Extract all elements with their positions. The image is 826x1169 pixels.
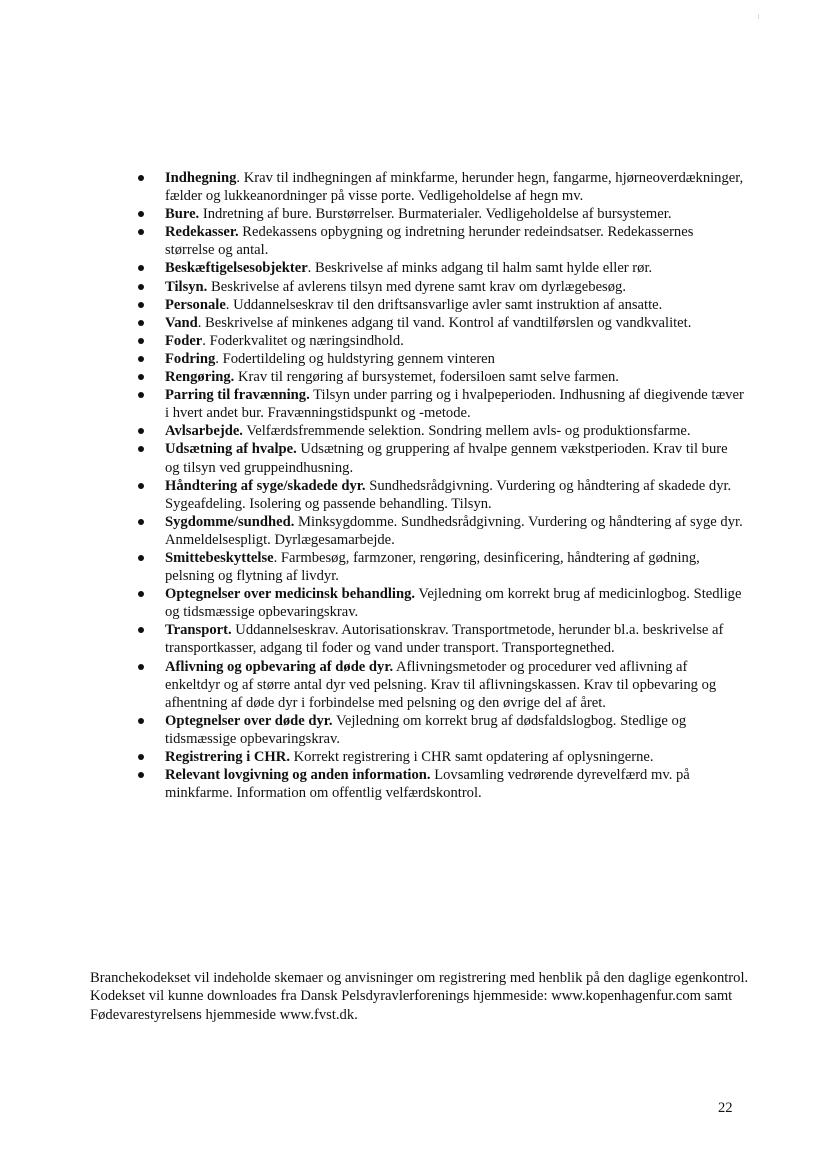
item-text: Uddannelseskrav. Autorisationskrav. Transportmetode, herunder bl.a. beskrivelse af transportkasser, adgang til foder og vand under transport. Transportegnethed. [165,622,724,657]
item-text: . Fodertildeling og huldstyring gennem vinteren [215,350,495,367]
bullet-icon [138,338,144,344]
bullet-icon [138,211,144,217]
item-text: Aflivningsmetoder og procedurer ved aflivning af enkeltdyr og af større antal dyr ved pelsning. Krav til aflivningskassen. Krav til opbevaring og afhentning af døde dyr i forbindelse med pelsning og den øvrige del af året. [165,658,717,711]
item-title: Bure. [165,206,200,223]
item-text: Velfærdsfremmende selektion. Sondring mellem avls- og produktionsfarme. [242,423,691,440]
item-text: . Foderkvalitet og næringsindhold. [202,332,404,349]
list-item [138,766,744,802]
bullet-icon [138,754,144,760]
bullet-icon [138,392,144,398]
item-title: Aflivning og opbevaring af døde dyr. [165,658,394,675]
item-text: . Beskrivelse af minks adgang til halm samt hylde eller rør. [307,260,653,277]
bullet-icon [138,320,144,326]
bullet-icon [138,175,144,181]
bullet-icon [138,428,144,434]
bullet-icon [138,718,144,724]
item-text: Tilsyn under parring og i hvalpeperioden. Indhusning af diegivende tæver i hvert andet bur. Fravænningstidspunkt og -metode. [165,387,744,422]
item-title: Beskæftigelsesobjekter [165,260,308,277]
list-item [138,658,744,712]
list-item [138,386,744,422]
list-item [138,205,744,223]
item-title: Redekasser. [165,224,239,241]
bullet-icon [138,302,144,308]
item-text: Vejledning om korrekt brug af dødsfaldslogbog. Stedlige og tidsmæssige opbevaringskrav. [165,712,687,747]
list-item [138,748,744,766]
list-item [138,621,744,657]
bullet-icon [138,483,144,489]
bullet-icon [138,356,144,362]
item-text: Minksygdomme. Sundhedsrådgivning. Vurdering og håndtering af syge dyr. Anmeldelsespligt. Dyrlægesamarbejde. [165,513,743,548]
item-title: Tilsyn. [165,278,208,295]
item-text: . Uddannelseskrav til den driftsansvarlige avler samt instruktion af ansatte. [225,296,663,313]
list-item [138,368,744,386]
bullet-icon [138,772,144,778]
list-item [138,440,744,476]
bullet-icon [138,591,144,597]
list-item [138,259,744,277]
item-text: . Beskrivelse af minkenes adgang til vand. Kontrol af vandtilførslen og vandkvalitet. [197,314,692,331]
item-title: Håndtering af syge/skadede dyr. [165,477,366,494]
item-text: Redekassens opbygning og indretning herunder redeindsatser. Redekassernes størrelse og antal. [165,224,694,259]
list-item [138,223,744,259]
item-text: Sundhedsrådgivning. Vurdering og håndtering af skadede dyr. Sygeafdeling. Isolering og passende behandling. Tilsyn. [165,477,732,512]
list-item [138,169,744,205]
item-title: Udsætning af hvalpe. [165,441,297,458]
item-text: Lovsamling vedrørende dyrevelfærd mv. på minkfarme. Information om offentlig velfærdskontrol. [165,767,690,802]
list-item [138,422,744,440]
bullet-icon [138,664,144,670]
body-paragraph: Branchekodekset vil indeholde skemaer og anvisninger om registrering med henblik på den daglige egenkontrol. Kodekset vil kunne downloades fra Dansk Pelsdyravlerforenings hjemmeside: www.kopenhagenfur.com samt Fødevarestyrelsens hjemmeside www.fvst.dk. [90,970,749,1023]
bullet-icon [138,284,144,290]
list-item [138,712,744,748]
item-title: Transport. [165,622,232,639]
item-text: . Krav til indhegningen af minkfarme, herunder hegn, fangarme, hjørneoverdækninger, fælder og lukkeanordninger på visse porte. Vedligeholdelse af hegn mv. [165,170,744,205]
list-item [138,350,744,368]
item-text: Vejledning om korrekt brug af medicinlogbog. Stedlige og tidsmæssige opbevaringskrav. [165,586,742,621]
item-text: Udsætning og gruppering af hvalpe gennem vækstperioden. Krav til bure og tilsyn ved gruppeindhusning. [165,441,728,476]
bullet-icon [138,229,144,235]
item-title: Parring til fravænning. [165,387,310,404]
item-title: Personale [165,296,226,313]
item-text: Krav til rengøring af bursystemet, fodersiloen samt selve farmen. [234,369,619,386]
item-text: Indretning af bure. Burstørrelser. Burmaterialer. Vedligeholdelse af bursystemer. [199,206,672,223]
scan-artifact [758,14,759,19]
bullet-icon [138,555,144,561]
item-text: Beskrivelse af avlerens tilsyn med dyrene samt krav om dyrlægebesøg. [207,278,626,295]
item-text: Korrekt registrering i CHR samt opdatering af oplysningerne. [289,749,654,765]
item-title: Indhegning [165,170,237,186]
list-item [138,585,744,621]
item-title: Optegnelser over døde dyr. [165,712,333,729]
list-item [138,314,744,332]
page-number: 22 [718,1100,733,1116]
item-title: Registrering i CHR. [165,749,290,765]
list-item [138,477,744,513]
list-item [138,332,744,350]
item-title: Foder [165,332,203,349]
item-text: . Farmbesøg, farmzoner, rengøring, desinficering, håndtering af gødning, pelsning og flytning af livdyr. [165,549,700,585]
bullet-icon [138,446,144,452]
list-item [138,296,744,314]
item-title: Avlsarbejde. [165,423,243,440]
bullet-icon [138,627,144,633]
item-title: Fodring [165,350,216,367]
item-title: Sygdomme/sundhed. [165,513,295,530]
list-item [138,549,744,585]
requirements-bullet-list [138,169,744,802]
bullet-icon [138,374,144,380]
item-title: Rengøring. [165,369,235,386]
list-item [138,278,744,296]
item-title: Vand [165,314,198,331]
bullet-icon [138,265,144,271]
item-title: Relevant lovgivning og anden information. [165,767,431,784]
item-title: Optegnelser over medicinsk behandling. [165,586,416,603]
list-item [138,513,744,549]
bullet-icon [138,519,144,525]
item-title: Smittebeskyttelse [165,549,274,566]
